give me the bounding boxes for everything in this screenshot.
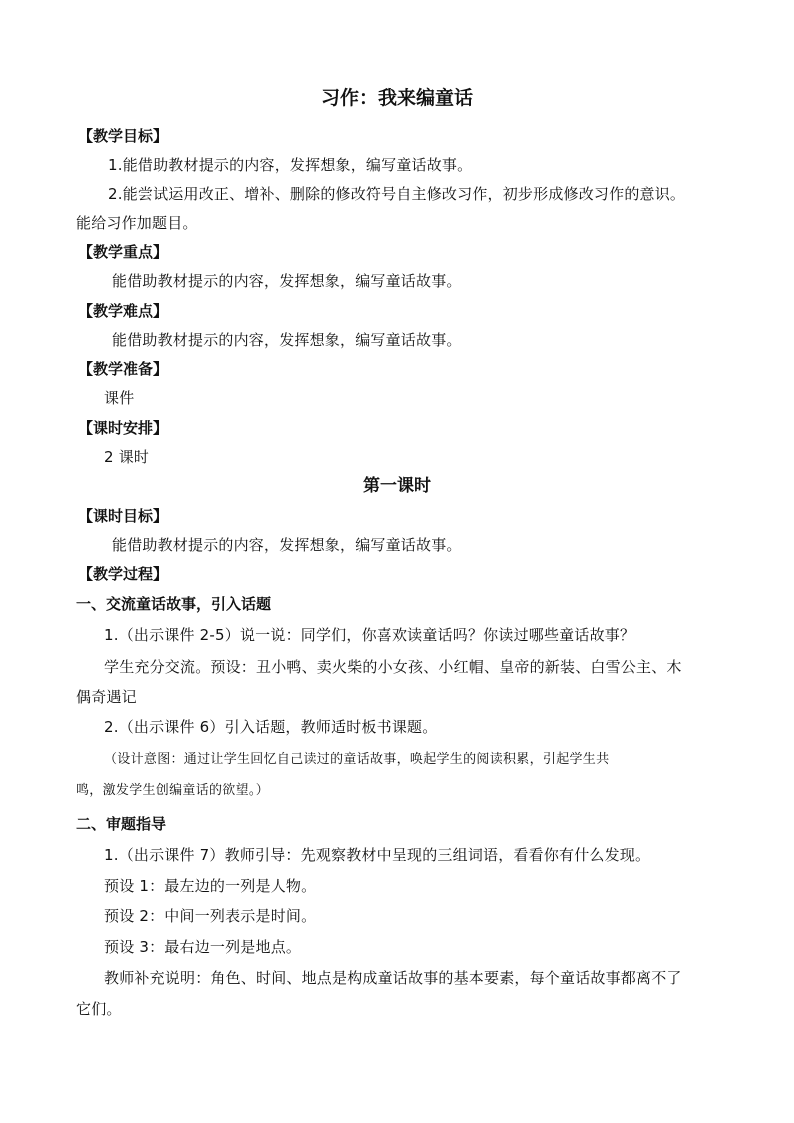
difficulties-heading: 【教学难点】 [78,302,169,320]
key-points-text: 能借助教材提示的内容，发挥想象，编写童话故事。 [112,272,462,290]
preparation-text: 课件 [104,389,135,407]
section-1-paragraph-2-line-1: 学生充分交流。预设：丑小鸭、卖火柴的小女孩、小红帽、皇帝的新装、白雪公主、木 [104,658,682,676]
schedule-heading: 【课时安排】 [78,419,169,437]
objective-item-2-line-2: 能给习作加题目。 [76,214,198,232]
section-2-paragraph-1: 1.（出示课件 7）教师引导：先观察教材中呈现的三组词语，看看你有什么发现。 [104,846,651,864]
difficulties-text: 能借助教材提示的内容，发挥想象，编写童话故事。 [112,331,462,349]
lesson-1-title: 第一课时 [363,476,431,496]
objective-item-2-line-1: 2.能尝试运用改正、增补、删除的修改符号自主修改习作，初步形成修改习作的意识。 [108,185,686,203]
section-2-paragraph-2-line-2: 它们。 [76,1000,122,1018]
section-1-paragraph-1: 1.（出示课件 2-5）说一说：同学们，你喜欢读童话吗？你读过哪些童话故事？ [104,626,636,644]
preset-1: 预设 1：最左边的一列是人物。 [104,877,317,895]
objectives-heading: 【教学目标】 [78,127,169,145]
design-note-line-1: （设计意图：通过让学生回忆自己读过的童话故事，唤起学生的阅读积累，引起学生共 [104,752,610,767]
design-note-line-2: 鸣，激发学生创编童话的欲望。） [76,783,270,798]
lesson-goal-heading: 【课时目标】 [78,507,169,525]
process-heading: 【教学过程】 [78,565,169,583]
document-title: 习作：我来编童话 [320,87,473,109]
preparation-heading: 【教学准备】 [78,360,169,378]
schedule-text: 2 课时 [104,448,150,466]
key-points-heading: 【教学重点】 [78,243,169,261]
section-2-heading: 二、审题指导 [76,815,167,833]
section-1-heading: 一、交流童话故事，引入话题 [76,595,272,613]
lesson-goal-text: 能借助教材提示的内容，发挥想象，编写童话故事。 [112,536,462,554]
section-1-paragraph-2-line-2: 偶奇遇记 [76,688,137,706]
preset-2: 预设 2：中间一列表示是时间。 [104,907,317,925]
preset-3: 预设 3：最右边一列是地点。 [104,938,302,956]
objective-item-1: 1.能借助教材提示的内容，发挥想象，编写童话故事。 [108,156,473,174]
section-2-paragraph-2-line-1: 教师补充说明：角色、时间、地点是构成童话故事的基本要素，每个童话故事都离不了 [104,969,682,987]
section-1-paragraph-3: 2.（出示课件 6）引入话题，教师适时板书课题。 [104,718,438,736]
